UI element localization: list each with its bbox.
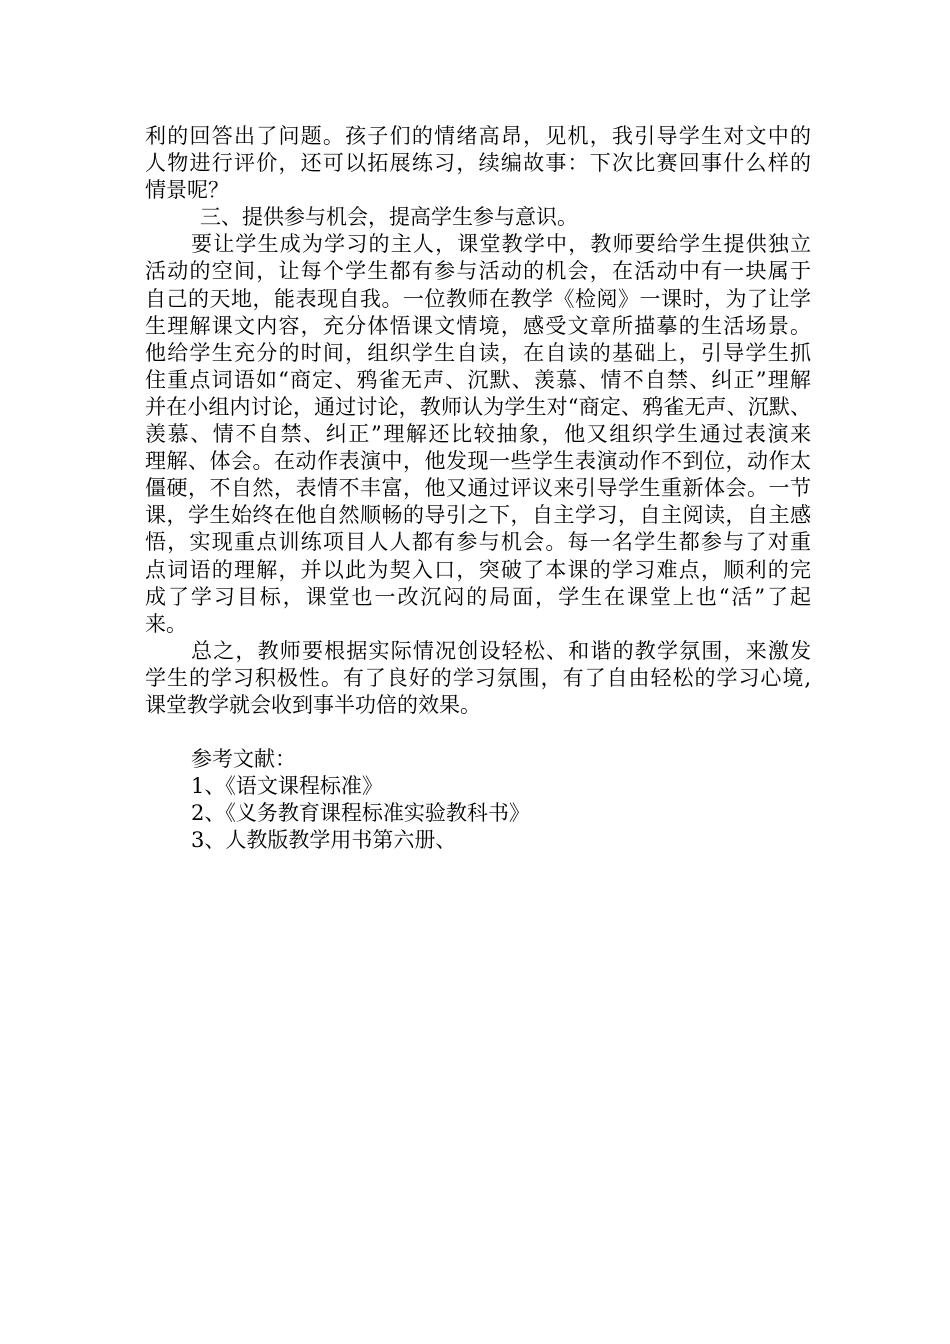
paragraph-3 xyxy=(145,638,811,719)
text-line: 点词语的理解，并以此为契入口，突破了本课的学习难点，顺利的完 xyxy=(145,557,813,582)
text-line: 要让学生成为学习的主人，课堂教学中，教师要给学生提供独立 xyxy=(191,232,813,257)
reference-item: 2、《义务教育课程标准实验教科书》 xyxy=(191,801,530,826)
text-line: 成了学习目标，课堂也一改沉闷的局面，学生在课堂上也“活”了起 xyxy=(145,584,813,609)
text-line: 人物进行评价，还可以拓展练习，续编故事：下次比赛回事什么样的 xyxy=(145,151,813,176)
paragraph-1 xyxy=(145,123,811,204)
text-line: 理解、体会。在动作表演中，他发现一些学生表演动作不到位，动作太 xyxy=(145,449,812,474)
text-line: 悟，实现重点训练项目人人都有参与机会。每一名学生都参与了对重 xyxy=(145,530,813,555)
paragraph-2 xyxy=(145,231,811,637)
section-heading-3: 三、提供参与机会，提高学生参与意识。 xyxy=(200,205,578,230)
text-line: 羡慕、情不自禁、纠正”理解还比较抽象，他又组织学生通过表演来 xyxy=(145,422,813,447)
text-line: 利的回答出了问题。孩子们的情绪高昂，见机，我引导学生对文中的 xyxy=(145,124,813,148)
reference-item: 1、《语文课程标准》 xyxy=(191,774,383,799)
reference-item: 3、人教版教学用书第六册、 xyxy=(191,828,457,853)
blank-line xyxy=(145,719,811,746)
references-title: 参考文献： xyxy=(191,747,296,772)
text-line: 总之，教师要根据实际情况创设轻松、和谐的教学氛围，来激发 xyxy=(191,638,813,663)
text-line: 来。 xyxy=(145,611,187,636)
text-line: 活动的空间，让每个学生都有参与活动的机会，在活动中有一块属于 xyxy=(145,259,813,284)
text-line: 并在小组内讨论，通过讨论，教师认为学生对“商定、鸦雀无声、沉默、 xyxy=(145,394,812,419)
text-line: 僵硬，不自然，表情不丰富，他又通过评议来引导学生重新体会。一节 xyxy=(145,476,812,501)
text-line: 学生的学习积极性。有了良好的学习氛围，有了自由轻松的学习心境, xyxy=(145,665,813,690)
document-body xyxy=(145,123,811,854)
text-line: 自己的天地，能表现自我。一位教师在教学《检阅》一课时，为了让学 xyxy=(145,286,812,311)
text-line: 课，学生始终在他自然顺畅的导引之下，自主学习，自主阅读，自主感 xyxy=(145,503,812,528)
text-line: 课堂教学就会收到事半功倍的效果。 xyxy=(145,692,481,717)
text-line: 住重点词语如“商定、鸦雀无声、沉默、羡慕、情不自禁、纠正”理解 xyxy=(145,367,813,392)
text-line: 情景呢？ xyxy=(145,178,229,203)
text-line: 生理解课文内容，充分体悟课文情境，感受文章所描摹的生活场景。 xyxy=(145,313,813,338)
text-line: 他给学生充分的时间，组织学生自读，在自读的基础上，引导学生抓 xyxy=(145,340,813,365)
references-section xyxy=(145,746,811,854)
